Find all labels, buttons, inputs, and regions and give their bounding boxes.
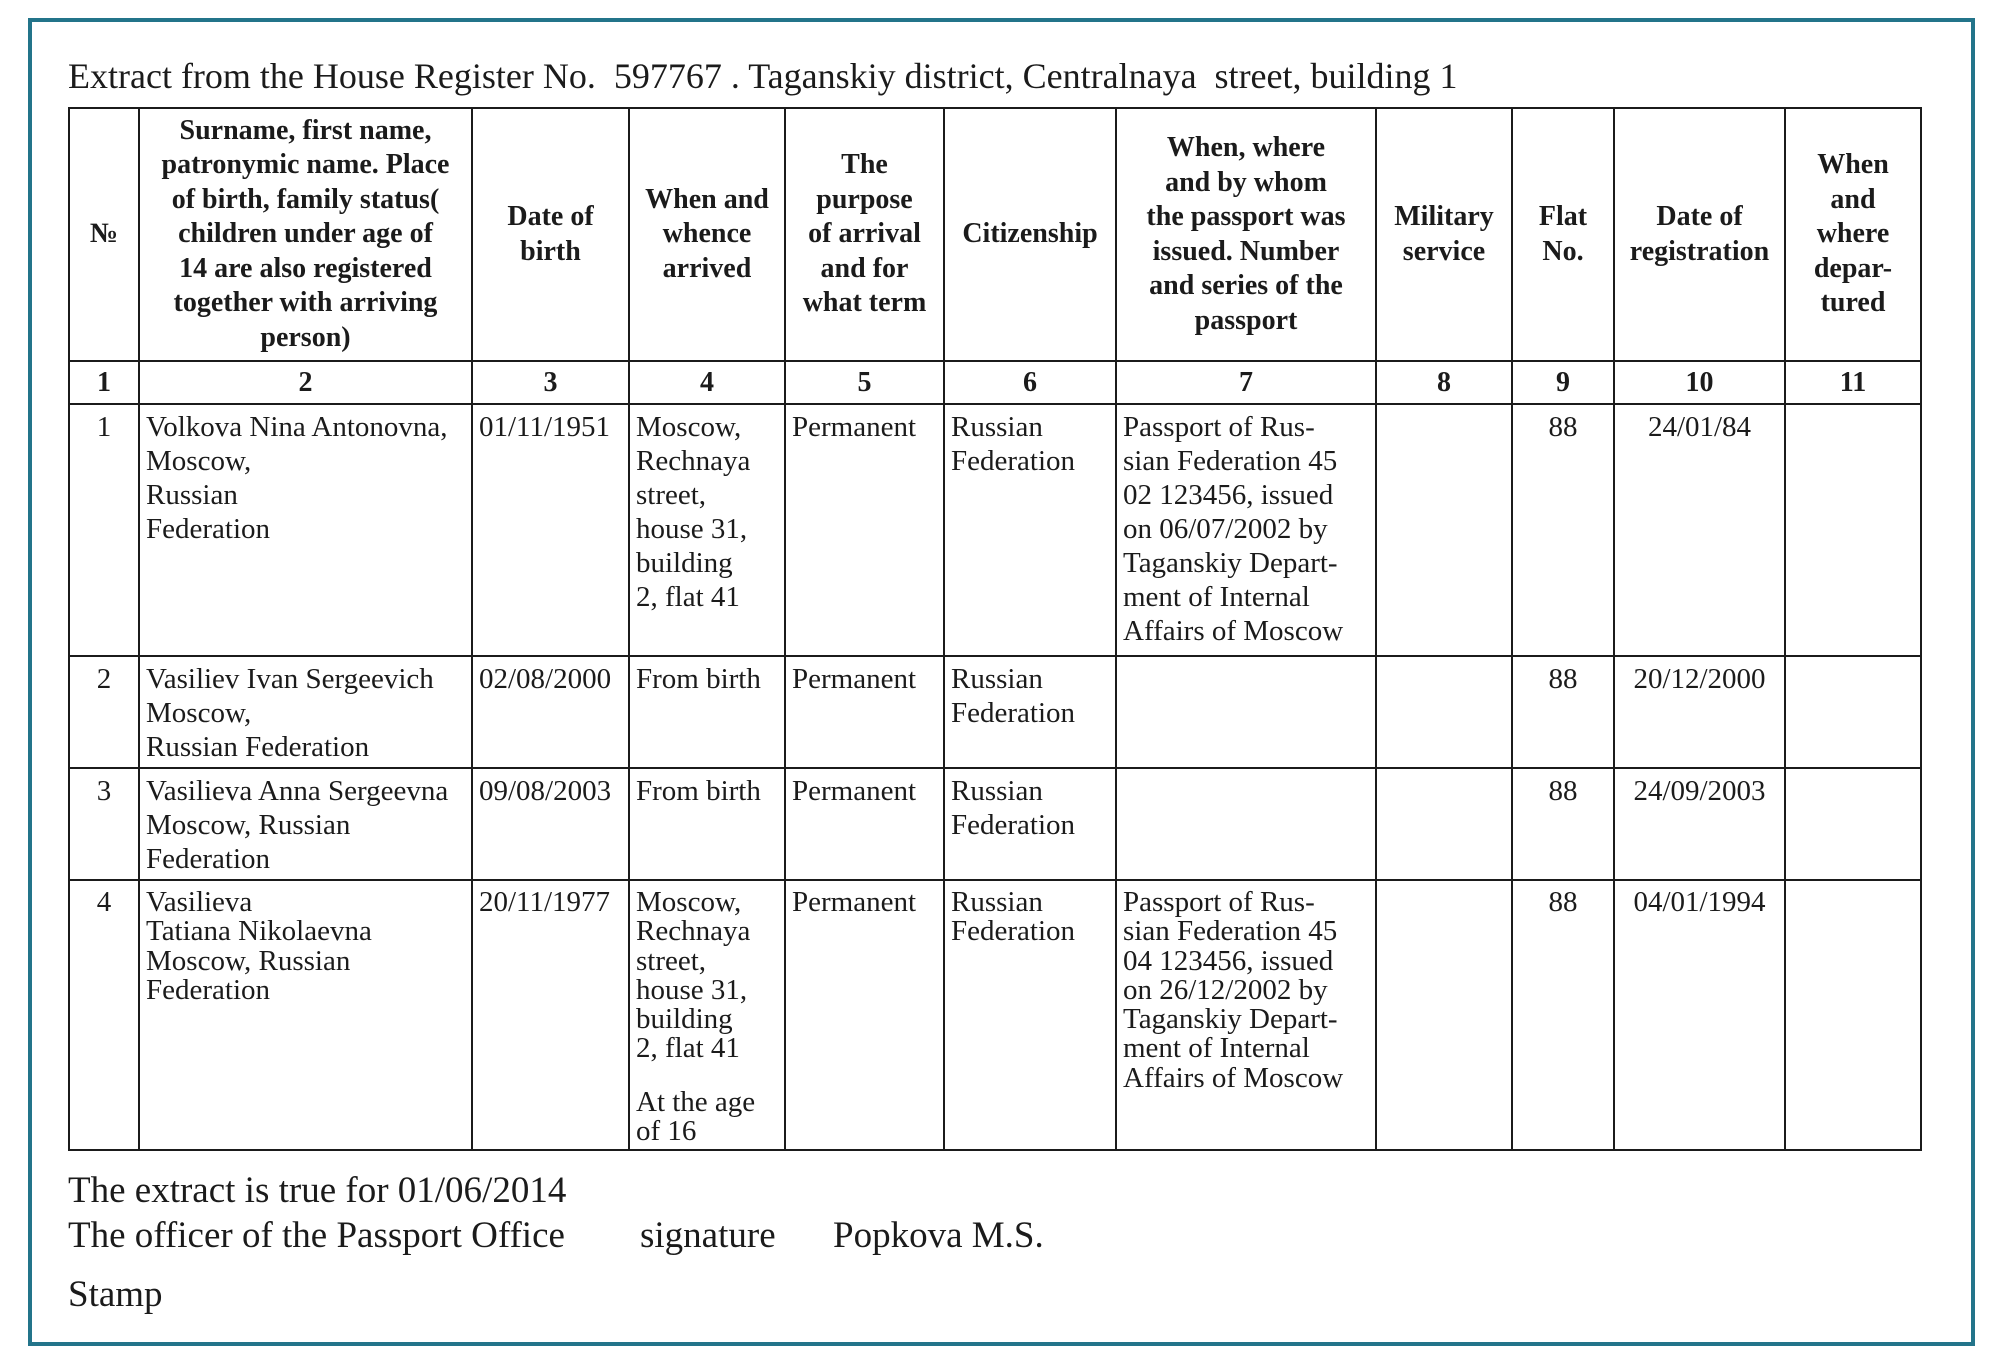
table-row (69, 880, 1921, 1150)
person-cell: Vasiliev Ivan Sergeevich Moscow, Russian Federation (139, 656, 472, 768)
column-number: 5 (785, 361, 944, 404)
column-number: 2 (139, 361, 472, 404)
header-citizenship: Citizenship (944, 108, 1116, 361)
flat-cell: 88 (1512, 880, 1614, 1150)
departure-cell (1785, 656, 1921, 768)
arrival-age-note: At the age of 16 (636, 1085, 756, 1148)
column-number: 11 (1785, 361, 1921, 404)
header-flat: Flat No. (1512, 108, 1614, 361)
arrival-place: Moscow, Rechnaya street, house 31, building 2, flat 41 (636, 886, 751, 1065)
officer-name: Popkova M.S. (833, 1215, 1044, 1256)
header-number: № (69, 108, 139, 361)
passport-cell: Passport of Rus- sian Federation 45 02 123456, issued on 06/07/2002 by Taganskiy Depart- ment of Internal Affairs of Moscow (1116, 404, 1376, 656)
registration-date-cell: 24/01/84 (1614, 404, 1785, 656)
header-person: Surname, first name, patronymic name. Place of birth, family status( children under age of 14 are also registered together with arriving person) (139, 108, 472, 361)
header-purpose: The purpose of arrival and for what term (785, 108, 944, 361)
column-number: 10 (1614, 361, 1785, 404)
purpose-cell: Permanent (785, 768, 944, 880)
flat-cell: 88 (1512, 768, 1614, 880)
column-number: 3 (472, 361, 629, 404)
column-number: 6 (944, 361, 1116, 404)
citizenship-cell: Russian Federation (944, 880, 1116, 1150)
document-title: Extract from the House Register No. 597767 . Taganskiy district, Centralnaya street, building 1 (68, 56, 1458, 96)
birth-date-cell: 02/08/2000 (472, 656, 629, 768)
column-number: 8 (1376, 361, 1512, 404)
passport-cell: Passport of Rus- sian Federation 45 04 123456, issued on 26/12/2002 by Taganskiy Depart- ment of Internal Affairs of Moscow (1116, 880, 1376, 1150)
header-birth-date: Date of birth (472, 108, 629, 361)
row-number-cell: 3 (69, 768, 139, 880)
arrival-cell: Moscow, Rechnaya street, house 31, building 2, flat 41 (629, 404, 785, 656)
column-number: 4 (629, 361, 785, 404)
column-number: 7 (1116, 361, 1376, 404)
purpose-cell: Permanent (785, 656, 944, 768)
person-cell: Vasilieva Anna Sergeevna Moscow, Russian Federation (139, 768, 472, 880)
house-register-table (68, 107, 1922, 1151)
arrival-cell: From birth (629, 656, 785, 768)
table-row (69, 768, 1921, 880)
row-number-cell: 2 (69, 656, 139, 768)
signature-label: signature (640, 1215, 776, 1256)
passport-cell (1116, 768, 1376, 880)
military-service-cell (1376, 768, 1512, 880)
departure-cell (1785, 404, 1921, 656)
citizenship-cell: Russian Federation (944, 404, 1116, 656)
header-registration-date: Date of registration (1614, 108, 1785, 361)
purpose-cell: Permanent (785, 880, 944, 1150)
registration-date-cell: 04/01/1994 (1614, 880, 1785, 1150)
military-service-cell (1376, 880, 1512, 1150)
arrival-cell (629, 880, 785, 1150)
passport-cell (1116, 656, 1376, 768)
header-passport: When, where and by whom the passport was issued. Number and series of the passport (1116, 108, 1376, 361)
person-cell: Volkova Nina Antonovna, Moscow, Russian Federation (139, 404, 472, 656)
registration-date-cell: 24/09/2003 (1614, 768, 1785, 880)
citizenship-cell: Russian Federation (944, 656, 1116, 768)
column-number-row (69, 361, 1921, 404)
table-row (69, 404, 1921, 656)
birth-date-cell: 01/11/1951 (472, 404, 629, 656)
flat-cell: 88 (1512, 404, 1614, 656)
arrival-cell: From birth (629, 768, 785, 880)
officer-label: The officer of the Passport Office (68, 1215, 565, 1256)
flat-cell: 88 (1512, 656, 1614, 768)
column-number: 9 (1512, 361, 1614, 404)
person-cell: Vasilieva Tatiana Nikolaevna Moscow, Russian Federation (139, 880, 472, 1150)
column-number: 1 (69, 361, 139, 404)
row-number-cell: 4 (69, 880, 139, 1150)
military-service-cell (1376, 404, 1512, 656)
birth-date-cell: 09/08/2003 (472, 768, 629, 880)
citizenship-cell: Russian Federation (944, 768, 1116, 880)
birth-date-cell: 20/11/1977 (472, 880, 629, 1150)
table-header-row (69, 108, 1921, 361)
departure-cell (1785, 768, 1921, 880)
extract-validity-date: The extract is true for 01/06/2014 (68, 1170, 567, 1211)
row-number-cell: 1 (69, 404, 139, 656)
header-arrival: When and whence arrived (629, 108, 785, 361)
header-military-service: Military service (1376, 108, 1512, 361)
departure-cell (1785, 880, 1921, 1150)
header-departure: When and where depar- tured (1785, 108, 1921, 361)
stamp-label: Stamp (68, 1274, 163, 1315)
military-service-cell (1376, 656, 1512, 768)
table-row (69, 656, 1921, 768)
registration-date-cell: 20/12/2000 (1614, 656, 1785, 768)
purpose-cell: Permanent (785, 404, 944, 656)
